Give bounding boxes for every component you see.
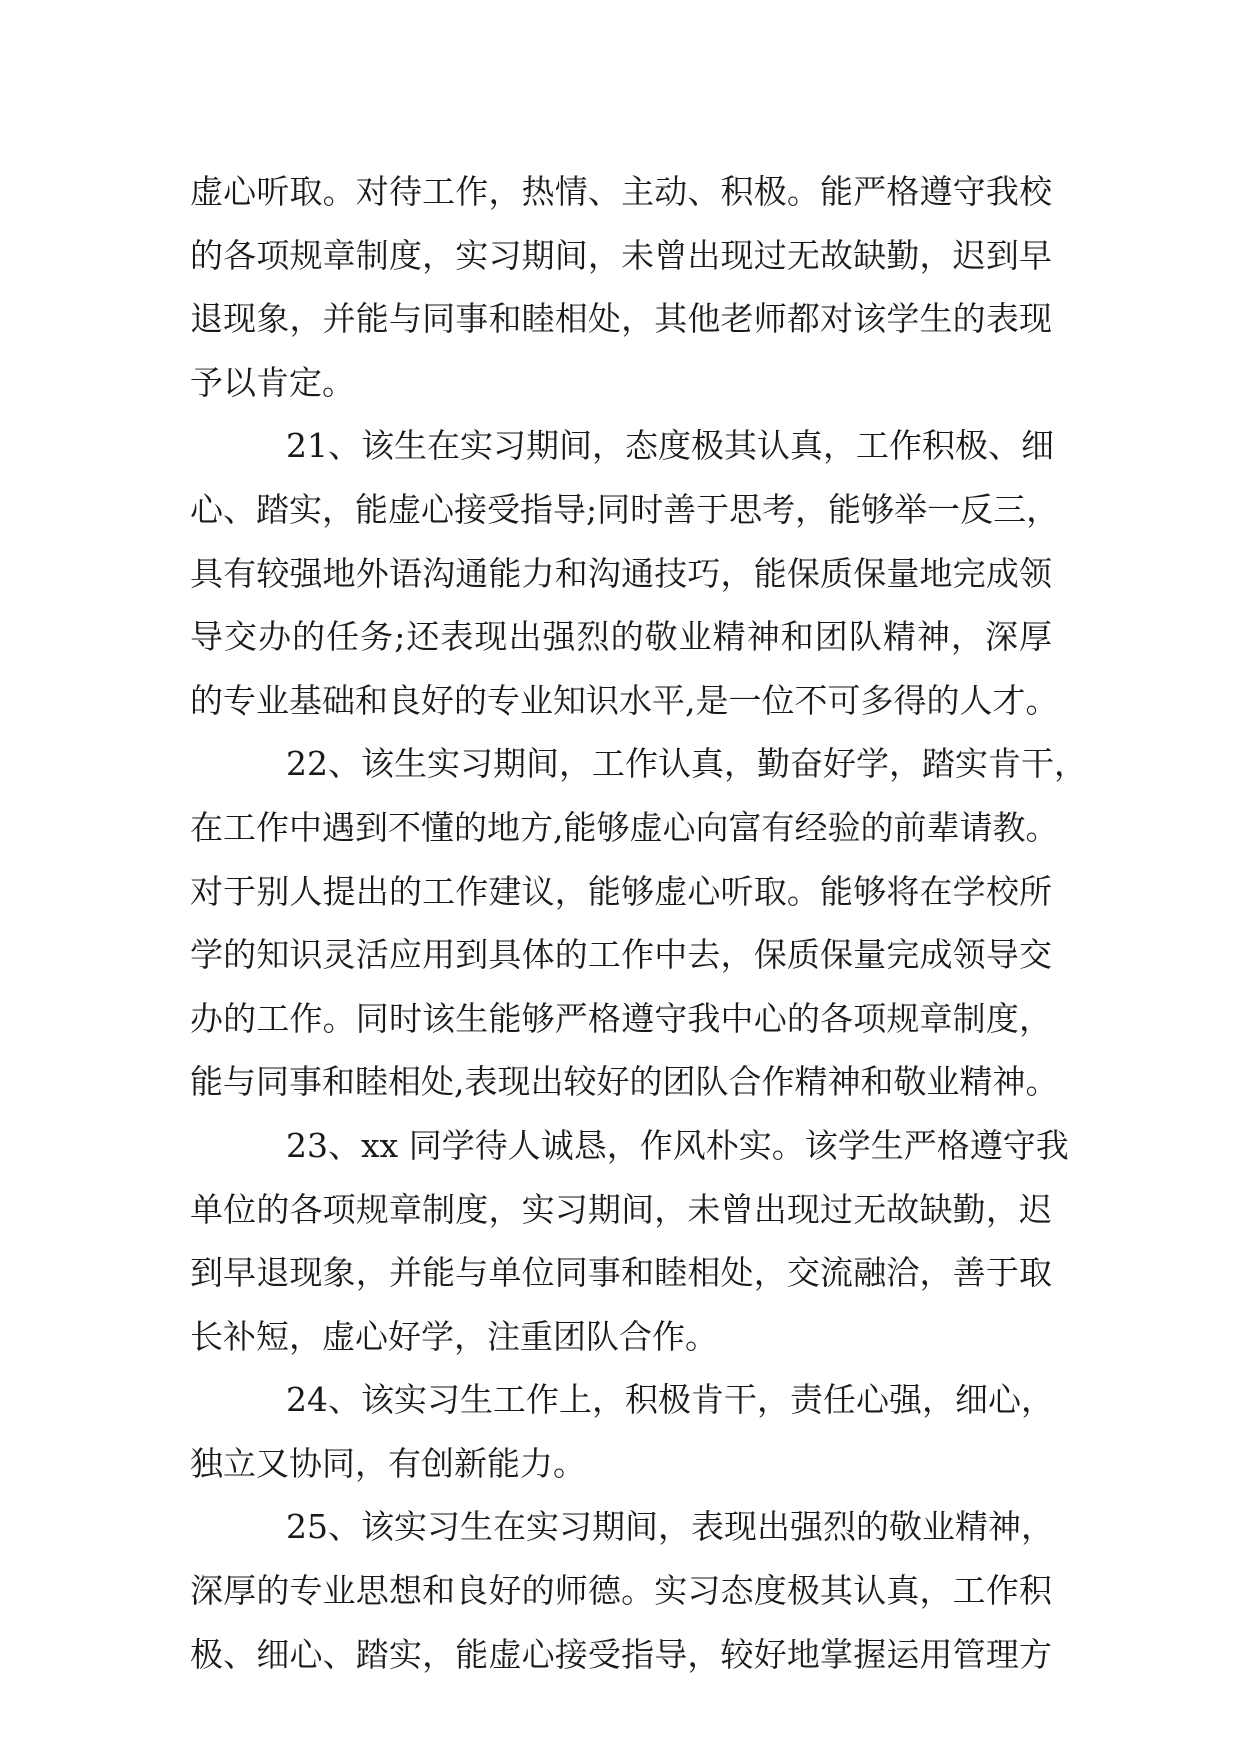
text-line: 学的知识灵活应用到具体的工作中去，保质保量完成领导交 xyxy=(190,935,1052,975)
text-line: 24、该实习生工作上，积极肯干，责任心强，细心， xyxy=(286,1380,1054,1420)
text-line: 虚心听取。对待工作，热情、主动、积极。能严格遵守我校 xyxy=(190,172,1052,211)
text-line: 导交办的任务;还表现出强烈的敬业精神和团队精神，深厚 xyxy=(190,617,1052,657)
text-line: 深厚的专业思想和良好的师德。实习态度极其认真，工作积 xyxy=(190,1571,1052,1611)
text-line: 对于别人提出的工作建议，能够虚心听取。能够将在学校所 xyxy=(190,871,1052,911)
text-line: 办的工作。同时该生能够严格遵守我中心的各项规章制度， xyxy=(190,998,1052,1038)
text-line: 在工作中遇到不懂的地方,能够虚心向富有经验的前辈请教。 xyxy=(190,807,1059,847)
document-body xyxy=(190,160,1087,1686)
text-line: 的专业基础和良好的专业知识水平,是一位不可多得的人才。 xyxy=(190,680,1059,720)
text-line: 退现象，并能与同事和睦相处，其他老师都对该学生的表现 xyxy=(190,299,1052,339)
text-line: 独立又协同，有创新能力。 xyxy=(190,1443,586,1483)
text-line: 单位的各项规章制度，实习期间，未曾出现过无故缺勤，迟 xyxy=(190,1189,1052,1229)
text-line: 能与同事和睦相处,表现出较好的团队合作精神和敬业精神。 xyxy=(190,1062,1059,1102)
text-line: 予以肯定。 xyxy=(190,362,355,402)
text-line: 23、xx 同学待人诚恳，作风朴实。该学生严格遵守我 xyxy=(286,1125,1069,1165)
text-line: 具有较强地外语沟通能力和沟通技巧，能保质保量地完成领 xyxy=(190,553,1052,593)
text-line: 到早退现象，并能与单位同事和睦相处，交流融洽，善于取 xyxy=(190,1253,1052,1293)
text-line: 的各项规章制度，实习期间，未曾出现过无故缺勤，迟到早 xyxy=(190,235,1052,275)
text-line: 长补短，虚心好学，注重团队合作。 xyxy=(190,1316,718,1356)
text-line: 22、该生实习期间，工作认真，勤奋好学，踏实肯干， xyxy=(286,744,1087,784)
text-line: 25、该实习生在实习期间，表现出强烈的敬业精神， xyxy=(286,1507,1054,1547)
text-line: 极、细心、踏实，能虚心接受指导，较好地掌握运用管理方 xyxy=(190,1634,1052,1674)
text-line: 21、该生在实习期间，态度极其认真，工作积极、细 xyxy=(286,426,1054,466)
text-line: 心、踏实，能虚心接受指导;同时善于思考，能够举一反三， xyxy=(190,489,1060,529)
